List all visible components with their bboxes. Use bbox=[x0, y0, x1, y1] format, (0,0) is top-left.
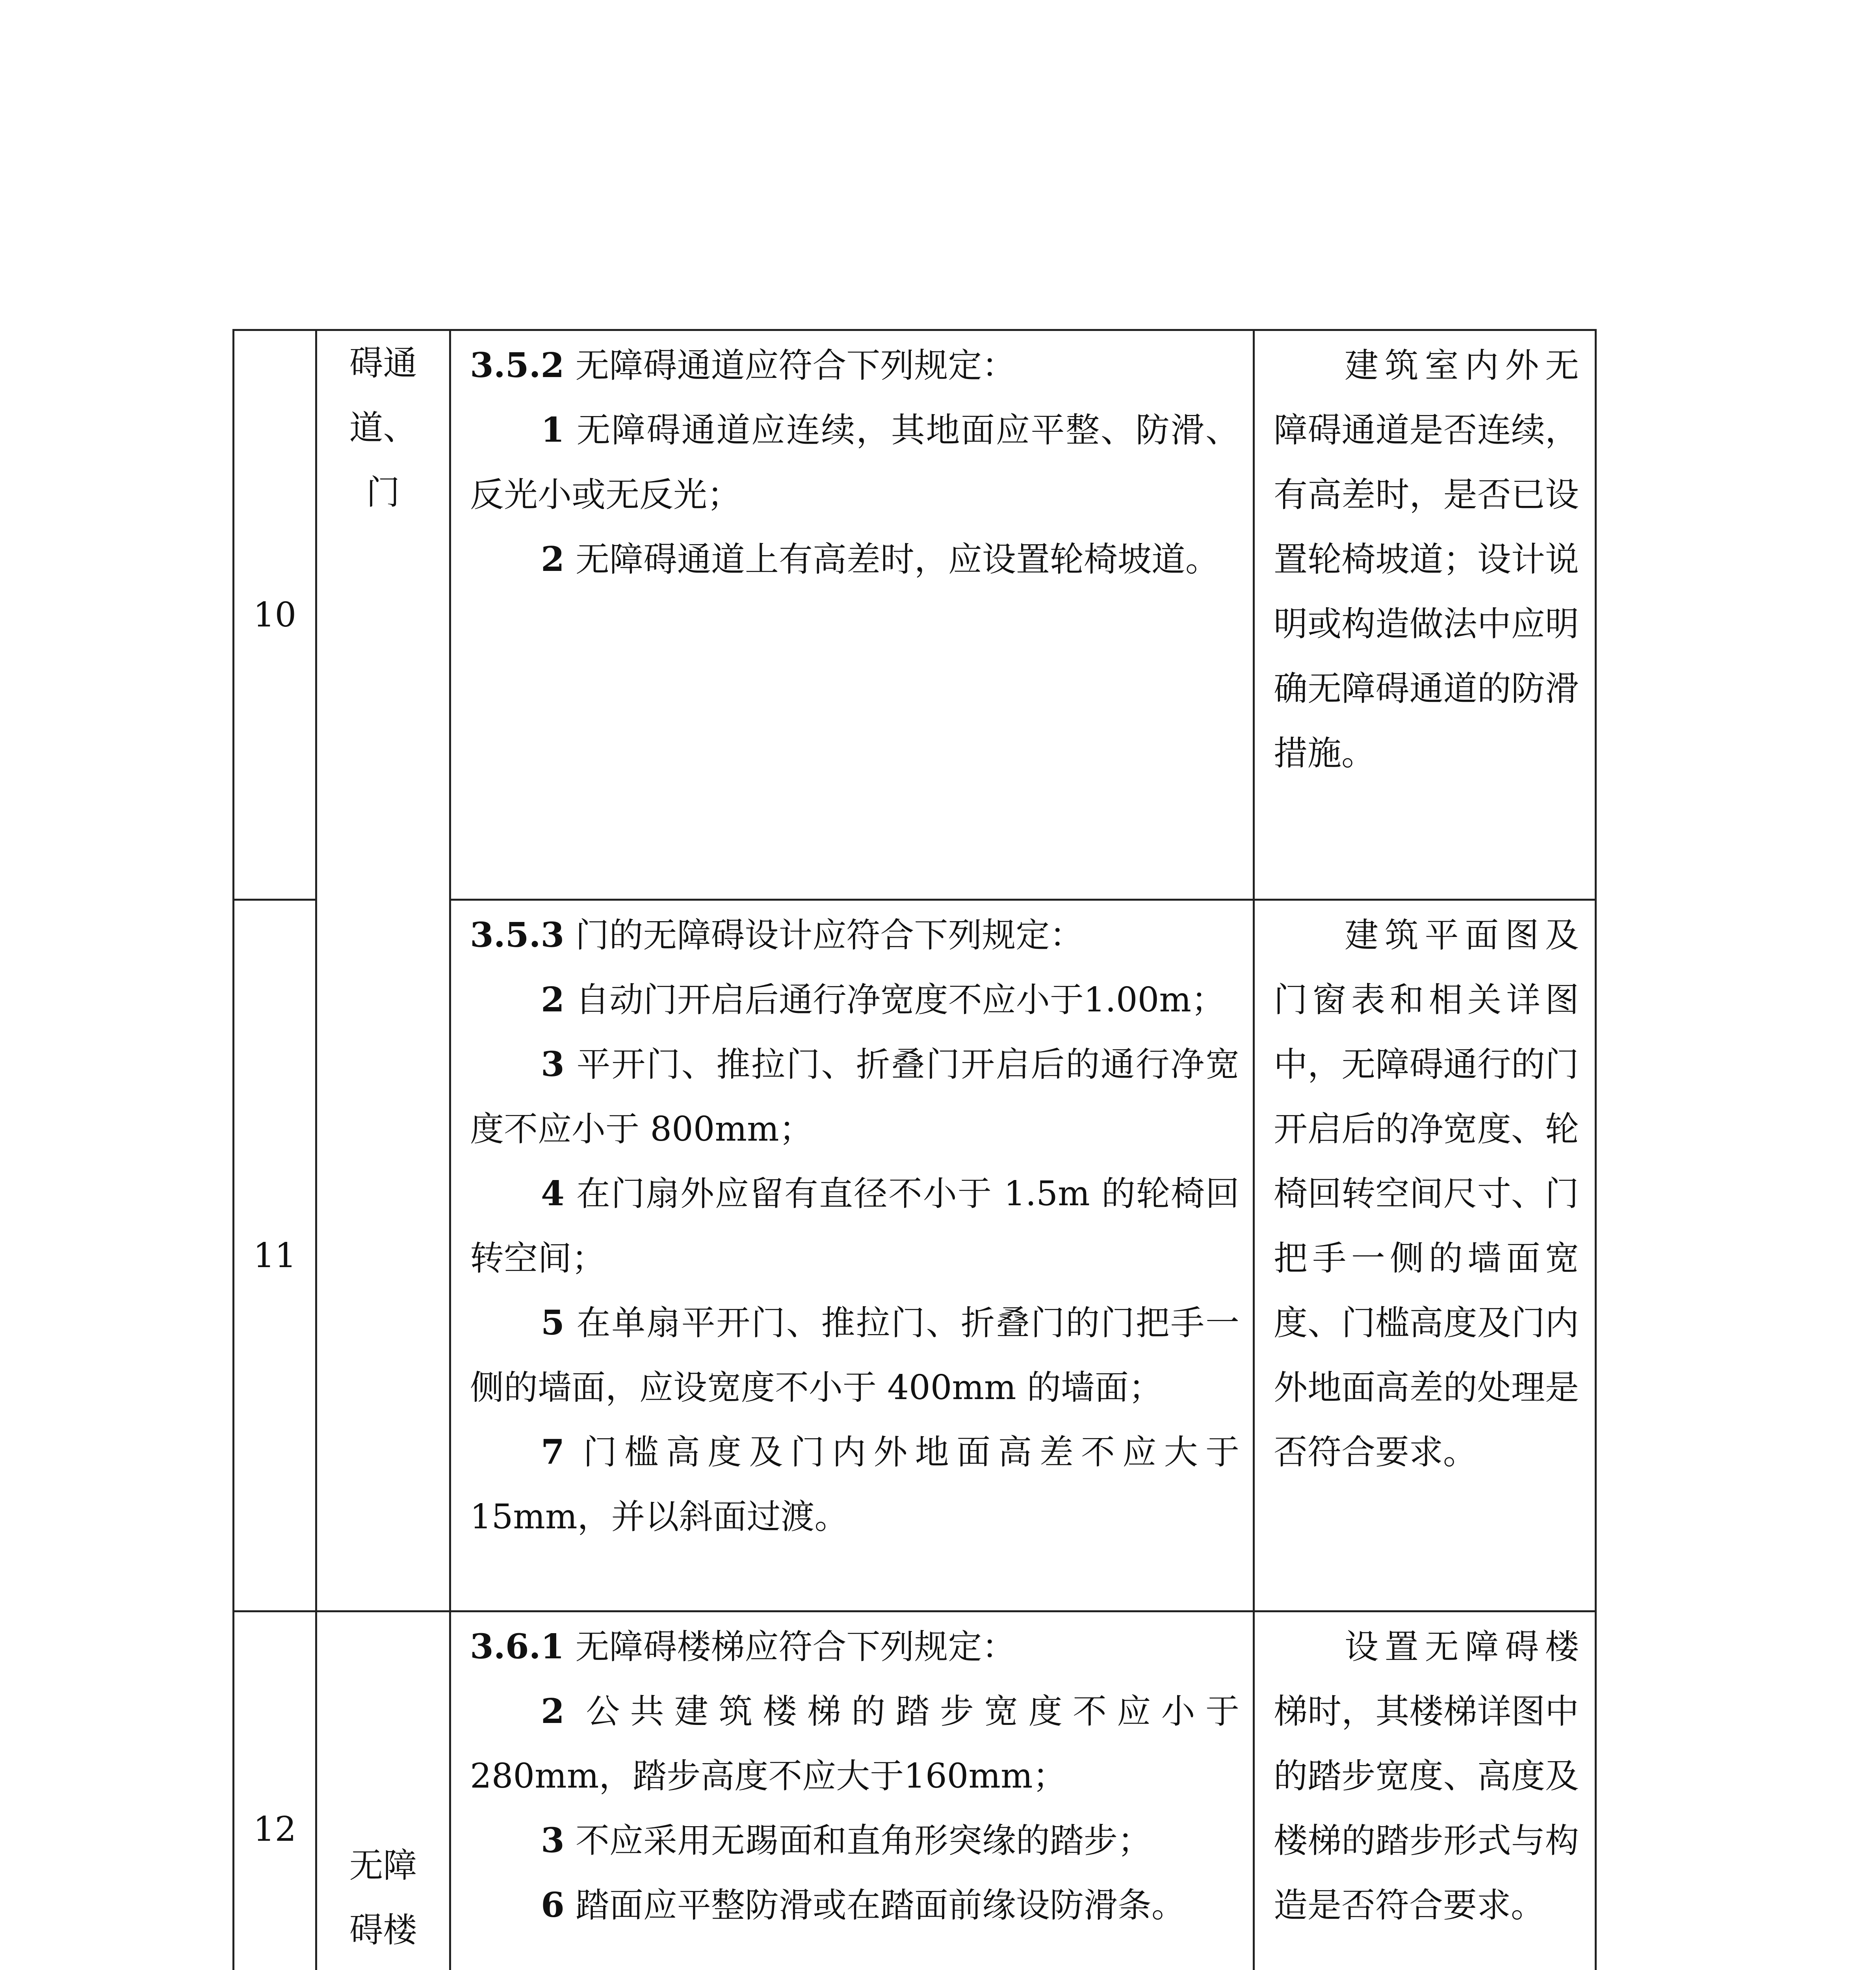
item-number: 3 bbox=[541, 1044, 565, 1084]
row-number: 11 bbox=[234, 900, 316, 1611]
item-text: 踏面应平整防滑或在踏面前缘设防滑条。 bbox=[575, 1886, 1185, 1925]
category-cell bbox=[316, 1611, 450, 1970]
item-text: 在门扇外应留有直径不小于 1.5m 的轮椅回转空间； bbox=[470, 1174, 1239, 1278]
clause-number: 3.5.3 bbox=[470, 915, 565, 955]
check-text: 建筑平面图及门窗表和相关详图中，无障碍通行的门开启后的净宽度、轮椅回转空间尺寸、门把手一侧的墙面宽度、门槛高度及门内外地面高差的处理是否符合要求。 bbox=[1274, 916, 1579, 1472]
item-number: 6 bbox=[541, 1885, 565, 1925]
item-text: 公共建筑楼梯的踏步宽度不应小于280mm，踏步高度不应大于160mm； bbox=[470, 1692, 1239, 1796]
clause-item bbox=[470, 1808, 1239, 1873]
clause-heading bbox=[470, 903, 1239, 968]
check-cell bbox=[1254, 900, 1596, 1611]
clause-heading bbox=[470, 1615, 1239, 1679]
item-text: 自动门开启后通行净宽度不应小于1.00m； bbox=[575, 980, 1225, 1020]
clause-title: 门的无障碍设计应符合下列规定： bbox=[575, 916, 1084, 955]
table-row bbox=[234, 1611, 1596, 1970]
check-cell bbox=[1254, 1611, 1596, 1970]
clause-item bbox=[470, 968, 1239, 1032]
item-text: 门槛高度及门内外地面高差不应大于15mm，并以斜面过渡。 bbox=[470, 1433, 1239, 1537]
item-text: 不应采用无踢面和直角形突缘的踏步； bbox=[575, 1821, 1152, 1860]
clause-item bbox=[470, 527, 1239, 592]
item-number: 5 bbox=[541, 1303, 565, 1343]
item-text: 无障碍通道上有高差时，应设置轮椅坡道。 bbox=[575, 540, 1219, 579]
clause-cell bbox=[450, 1611, 1254, 1970]
clause-item bbox=[470, 1679, 1239, 1808]
clause-title: 无障碍楼梯应符合下列规定： bbox=[575, 1627, 1016, 1667]
category-label: 碍通道、门 bbox=[349, 344, 417, 512]
check-text: 设置无障碍楼梯时，其楼梯详图中的踏步宽度、高度及楼梯的踏步形式与构造是否符合要求。 bbox=[1274, 1627, 1579, 1925]
check-text: 建筑室内外无障碍通道是否连续，有高差时，是否已设置轮椅坡道；设计说明或构造做法中应明确无障碍通道的防滑措施。 bbox=[1274, 346, 1579, 773]
table-row bbox=[234, 330, 1596, 900]
clause-item bbox=[470, 1420, 1239, 1549]
clause-number: 3.5.2 bbox=[470, 346, 565, 385]
item-number: 2 bbox=[541, 980, 565, 1020]
clause-cell bbox=[450, 900, 1254, 1611]
item-number: 4 bbox=[541, 1174, 565, 1214]
clause-item bbox=[470, 1032, 1239, 1162]
clause-item bbox=[470, 1291, 1239, 1420]
clause-item bbox=[470, 1162, 1239, 1291]
item-number: 7 bbox=[541, 1432, 565, 1472]
category-cell bbox=[316, 330, 450, 1611]
row-number: 10 bbox=[234, 330, 316, 900]
clause-heading bbox=[470, 333, 1239, 398]
item-text: 无障碍通道应连续，其地面应平整、防滑、反光小或无反光； bbox=[470, 411, 1239, 515]
clause-number: 3.6.1 bbox=[470, 1627, 565, 1667]
review-table bbox=[232, 329, 1597, 1970]
clause-item bbox=[470, 1873, 1239, 1938]
item-text: 平开门、推拉门、折叠门开启后的通行净宽度不应小于 800mm； bbox=[470, 1045, 1239, 1149]
clause-title: 无障碍通道应符合下列规定： bbox=[575, 346, 1016, 385]
check-cell bbox=[1254, 330, 1596, 900]
item-number: 1 bbox=[541, 410, 565, 450]
item-number: 2 bbox=[541, 539, 565, 579]
clause-cell bbox=[450, 330, 1254, 900]
category-label: 无障碍楼 bbox=[349, 1846, 417, 1950]
clause-item bbox=[470, 398, 1239, 527]
item-number: 3 bbox=[541, 1821, 565, 1860]
item-number: 2 bbox=[541, 1691, 565, 1731]
item-text: 在单扇平开门、推拉门、折叠门的门把手一侧的墙面，应设宽度不小于 400mm 的墙面； bbox=[470, 1303, 1239, 1407]
row-number: 12 bbox=[234, 1611, 316, 1970]
